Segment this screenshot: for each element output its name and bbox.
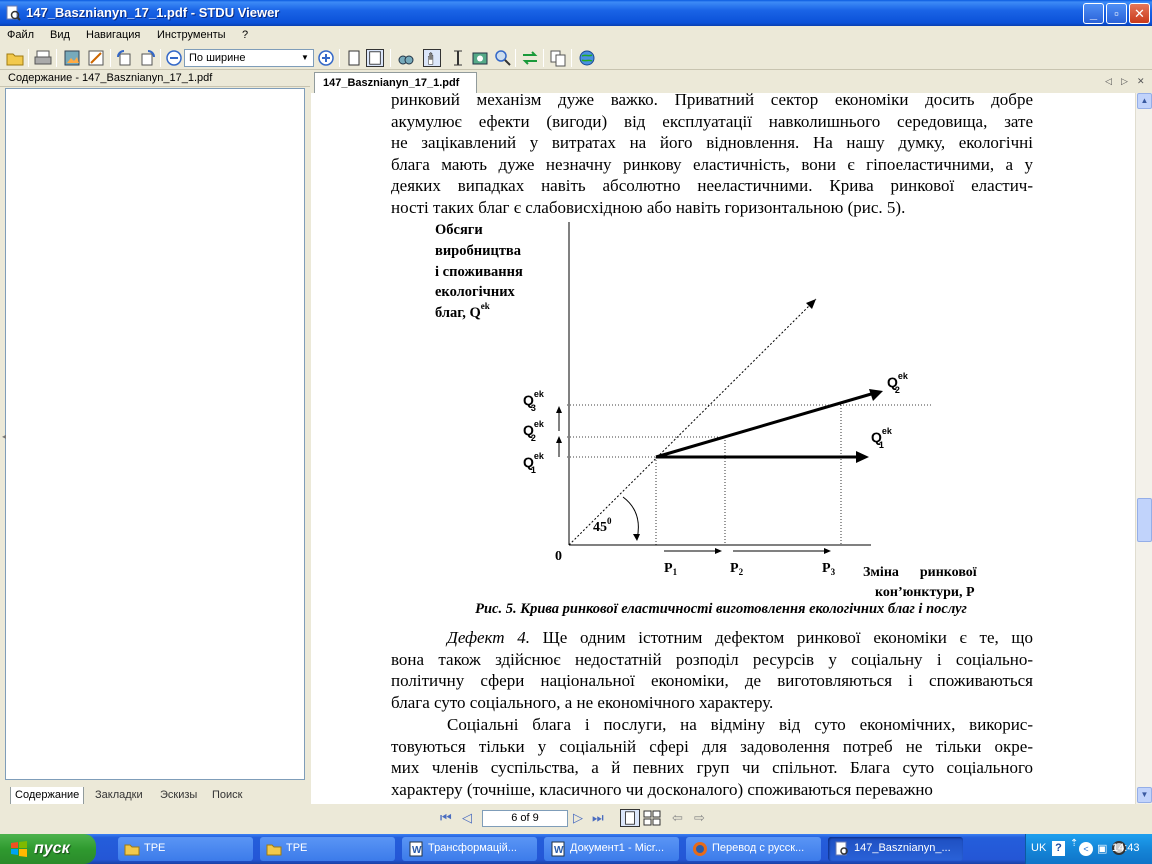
tab-document[interactable]: 147_Basznianyn_17_1.pdf: [314, 72, 477, 93]
p3-label: $P_3$: [822, 561, 836, 577]
document-tab-bar: [311, 71, 1152, 93]
print-icon[interactable]: [34, 49, 52, 67]
svg-text:W: W: [554, 845, 564, 856]
curve-q1-label: $Q^{ek}$ 1: [871, 426, 892, 450]
paragraph-3: [391, 714, 1033, 800]
minimize-button[interactable]: _: [1083, 3, 1104, 24]
text-line: вона також здійснює недостатній розподіл ресурсів у соціальну і соціально-: [391, 649, 1033, 669]
select-text-icon[interactable]: [449, 49, 467, 67]
snapshot-icon[interactable]: [471, 49, 489, 67]
figure-caption: Рис. 5. Крива ринкової еластичності виготовлення екологічних благ і послуг: [475, 601, 967, 617]
text-line: блага суто соціального, а не економічного характеру.: [391, 692, 774, 712]
paragraph-2: [391, 627, 1033, 713]
rotate-left-icon[interactable]: [115, 49, 133, 67]
splitter-handle[interactable]: ◂: [2, 432, 7, 441]
p2-label: $P_2$: [730, 561, 744, 577]
task-stdu-viewer[interactable]: 147_Basznianyn_...: [828, 837, 963, 861]
single-page-icon[interactable]: [345, 49, 363, 67]
q2-label: $Q^{ek}$ 2: [523, 419, 544, 443]
export-image-icon[interactable]: [63, 49, 81, 67]
task-folder-2[interactable]: TPE: [260, 837, 395, 861]
paragraph-1: [391, 93, 1033, 219]
menu-view[interactable]: Вид: [50, 29, 70, 41]
app-icon: [5, 5, 21, 21]
tab-scroll-left-icon[interactable]: ◁: [1105, 76, 1112, 86]
hand-tool-icon[interactable]: [423, 49, 441, 67]
text-line: блага мають дуже незначну ринкову еластичність, вони є гіпоеластичними, а у: [391, 154, 1033, 174]
curve-q2-label: $Q^{ek}$ 2: [887, 371, 908, 395]
menu-navigation[interactable]: Навигация: [86, 29, 141, 41]
folder-icon: [266, 841, 282, 857]
task-word-1[interactable]: W Трансформацій...: [402, 837, 537, 861]
zoom-in-icon[interactable]: [317, 49, 335, 67]
text-line: не зацікавлений у витратах на його відновлення. На нашу думку, екологічні: [391, 133, 1033, 153]
y-axis-label-line-1: Обсяги: [435, 222, 483, 238]
two-page-view-icon[interactable]: [642, 809, 662, 827]
menu-tools[interactable]: Инструменты: [157, 29, 226, 41]
scroll-up-icon[interactable]: ▲: [1137, 93, 1152, 109]
svg-text:W: W: [412, 845, 422, 856]
text-line: Дефект 4. Ще одним істотним дефектом ринкової економіки є те, що: [447, 628, 1033, 647]
text-line: товуються тільки у соціальній сфері для задоволення потреб не тільки окре-: [391, 736, 1033, 756]
start-button[interactable]: [0, 834, 96, 864]
taskbar: [0, 834, 1152, 864]
copy-icon[interactable]: [549, 49, 567, 67]
task-word-2[interactable]: W Документ1 - Micr...: [544, 837, 679, 861]
page-number-field[interactable]: 6 of 9: [482, 810, 568, 827]
windows-logo-icon: [10, 841, 28, 857]
text-line: політичну сфери національної економіки, де виготовляються і споживаються: [391, 671, 1033, 691]
firefox-icon: [692, 841, 708, 857]
text-line: ринковий механізм дуже важко. Приватний сектор економіки досить добре: [391, 93, 1033, 109]
last-page-icon[interactable]: ⏭: [592, 810, 604, 825]
left-panel-header: [0, 71, 310, 87]
network-icon[interactable]: ⇡: [1070, 838, 1079, 849]
tab-contents[interactable]: Содержание: [10, 787, 84, 805]
vertical-scrollbar[interactable]: [1135, 93, 1152, 804]
page-navigator: [0, 804, 1152, 831]
magnifier-icon[interactable]: [494, 49, 512, 67]
contents-tree[interactable]: [5, 88, 305, 780]
language-indicator[interactable]: UK: [1031, 842, 1047, 854]
word-doc-icon: [550, 841, 566, 857]
task-folder-1[interactable]: TPE: [118, 837, 253, 861]
q3-label: $Q^{ek}$ 3: [523, 389, 544, 413]
prev-page-icon[interactable]: ◁: [462, 810, 472, 825]
y-axis-sup: ek: [480, 301, 490, 311]
word-doc-icon: [408, 841, 424, 857]
open-folder-icon[interactable]: [6, 49, 24, 67]
single-page-view-icon[interactable]: [620, 809, 640, 827]
q1-label: $Q^{ek}$ 1: [523, 451, 544, 475]
clock: 14:43: [1112, 842, 1140, 854]
monitor-icon[interactable]: ▣: [1097, 843, 1108, 855]
figure-elasticity-curve: [391, 217, 1051, 627]
maximize-button[interactable]: ▫: [1106, 3, 1127, 24]
system-tray: [1025, 834, 1152, 864]
y-axis-label-line-5: благ, $Q^{ek}$: [435, 301, 490, 321]
x-axis-label-line-2: кон’юнктури, P: [875, 585, 975, 600]
app-icon: [834, 841, 850, 857]
forward-icon[interactable]: ⇨: [694, 810, 705, 825]
text-line: деяких випадках навіть абсолютно нееластичними. Крива ринкової еластич-: [391, 176, 1033, 196]
window-title: 147_Basznianyn_17_1.pdf - STDU Viewer: [26, 5, 280, 20]
menu-file[interactable]: Файл: [7, 29, 35, 41]
left-panel-tabs: [5, 787, 305, 805]
y-axis-label-line-2: виробництва: [435, 243, 522, 259]
swap-icon[interactable]: [521, 49, 539, 67]
tab-bookmarks[interactable]: Закладки: [95, 789, 143, 801]
p1-label: $P_1$: [664, 561, 678, 577]
menu-bar: [0, 26, 1152, 46]
tab-close-icon[interactable]: ✕: [1137, 76, 1145, 86]
document-view[interactable]: [311, 93, 1135, 804]
left-panel-title: Содержание - 147_Basznianyn_17_1.pdf: [8, 72, 213, 84]
zoom-out-icon[interactable]: [165, 49, 183, 67]
chevron-down-icon: ▼: [301, 53, 309, 62]
web-icon[interactable]: [578, 49, 596, 67]
scroll-down-icon[interactable]: ▼: [1137, 787, 1152, 803]
y-axis-label-line-3: і споживання: [435, 264, 523, 280]
tab-search[interactable]: Поиск: [212, 789, 243, 801]
rotate-right-icon[interactable]: [139, 49, 157, 67]
start-label: пуск: [34, 840, 70, 857]
x-axis-label-line-1: Зміна ринкової: [863, 565, 977, 580]
text-line: акумулює ефекти (вигоди) від експлуатації навколишнього середовища, зате: [391, 111, 1033, 131]
toolbar: [0, 46, 1152, 70]
help-icon[interactable]: ?: [1052, 841, 1065, 856]
text-line: характеру (точніше, класичного чи досконалого) споживаються переважно: [391, 779, 933, 799]
back-icon[interactable]: ⇦: [672, 810, 683, 825]
angle-arc: [623, 497, 638, 539]
text-line: ності таких благ є слабовисхідною або навіть горизонтальною (рис. 5).: [391, 197, 906, 217]
fit-page-icon[interactable]: [366, 49, 384, 67]
menu-help[interactable]: ?: [242, 29, 249, 41]
next-page-icon[interactable]: ▷: [573, 810, 583, 825]
export-text-icon[interactable]: [87, 49, 105, 67]
text-line: Соціальні блага і послуги, на відміну від суто економічних, викорис-: [447, 715, 1033, 734]
tray-expand-icon[interactable]: <: [1079, 842, 1093, 856]
tab-scroll-right-icon[interactable]: ▷: [1121, 76, 1128, 86]
origin-label: 0: [555, 549, 562, 564]
zoom-select[interactable]: [184, 49, 314, 67]
first-page-icon[interactable]: ⏮: [440, 810, 452, 825]
task-browser[interactable]: Перевод с русск...: [686, 837, 821, 861]
tab-thumbnails[interactable]: Эскизы: [160, 789, 198, 801]
text-line: мих членів суспільства, а й певних груп чи спільнот. Блага суто соціального: [391, 758, 1033, 778]
find-icon[interactable]: [397, 49, 415, 67]
zoom-value: По ширине: [189, 52, 246, 64]
close-button[interactable]: ✕: [1129, 3, 1150, 24]
curve-q2: [656, 392, 878, 457]
scroll-thumb[interactable]: [1137, 498, 1152, 542]
angle-label: $45^0$: [593, 516, 612, 535]
folder-icon: [124, 841, 140, 857]
y-axis-label-line-4: екологічних: [435, 284, 515, 300]
title-bar[interactable]: [0, 0, 1152, 26]
